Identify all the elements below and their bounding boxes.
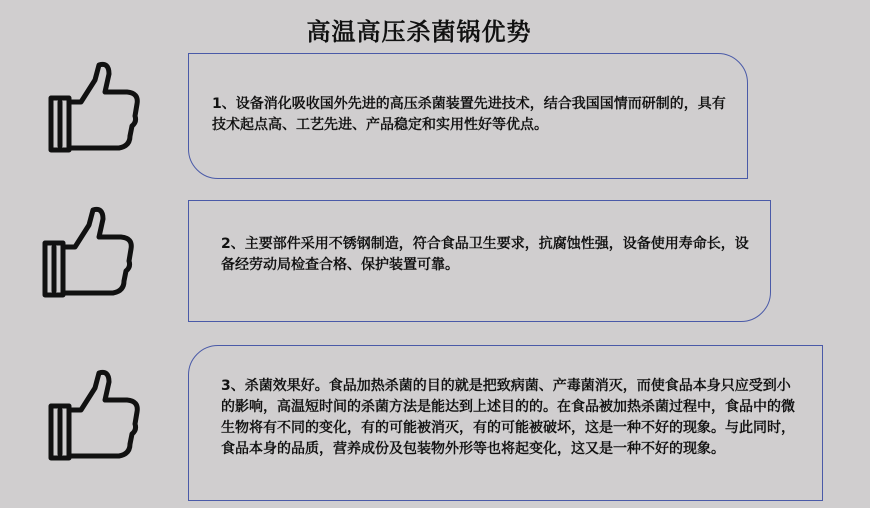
advantage-text-1: 1、设备消化吸收国外先进的高压杀菌装置先进技术，结合我国国情而研制的，具有技术起点高、工艺先进、产品稳定和实用性好等优点。 bbox=[212, 96, 726, 133]
advantage-card-3 bbox=[188, 345, 823, 501]
advantage-card-2 bbox=[188, 200, 771, 322]
thumbs-up-icon bbox=[47, 368, 147, 463]
advantage-card-1 bbox=[188, 53, 748, 179]
thumbs-up-icon bbox=[41, 205, 141, 300]
advantage-text-2: 2、主要部件采用不锈钢制造，符合食品卫生要求，抗腐蚀性强，设备使用寿命长，设备经劳动局检查合格、保护装置可靠。 bbox=[221, 236, 749, 273]
thumbs-up-icon bbox=[47, 60, 147, 155]
page-title: 高温高压杀菌锅优势 bbox=[306, 18, 532, 46]
advantage-text-3: 3、杀菌效果好。食品加热杀菌的目的就是把致病菌、产毒菌消灭，而使食品本身只应受到小的影响，高温短时间的杀菌方法是能达到上述目的的。在食品被加热杀菌过程中，食品中的微生物将有不同的变化，有的可能被消灭，有的可能被破坏，这是一种不好的现象。与此同时，食品本身的品质，营养成份及包装物外形等也将起变化，这又是一种不好的现象。 bbox=[221, 378, 795, 457]
